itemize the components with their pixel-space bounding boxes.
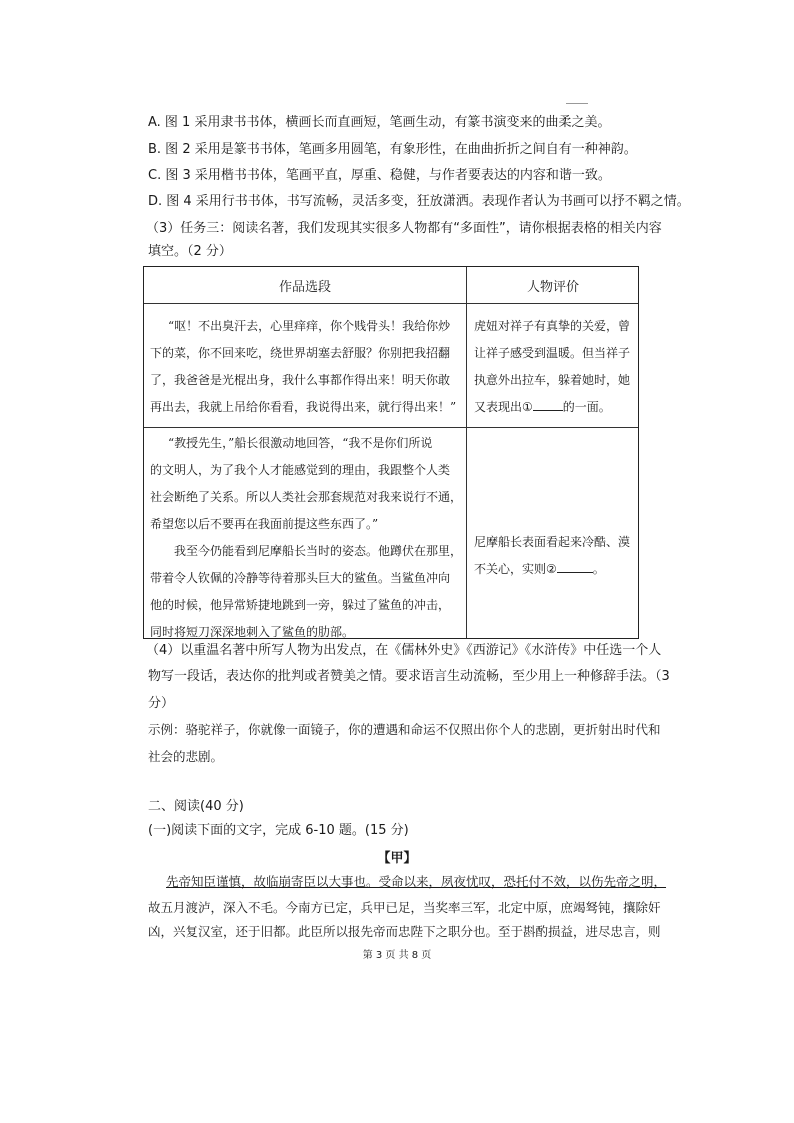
evaluation-text: 又表现出① [474, 400, 533, 414]
answer-blank-2[interactable] [557, 560, 593, 573]
passage-line2: 故五月渡泸，深入不毛。今南方已定，兵甲已足，当奖率三军，北定中原，庶竭驽钝，攘除奸 [148, 900, 661, 915]
evaluation-line [474, 556, 630, 583]
evaluation-huniu [474, 313, 630, 421]
passage-line1 [166, 873, 666, 891]
task4-line3: 分） [148, 696, 175, 711]
task4-line1: （4）以重温名著中所写人物为出发点，在《儒林外史》《西游记》《水浒传》中任选一个人 [146, 643, 662, 658]
excerpt-huniu [150, 313, 456, 421]
subsection-heading: (一)阅读下面的文字，完成 6-10 题。(15 分) [148, 823, 409, 838]
option-c: C. 图 3 采用楷书书体，笔画平直，厚重、稳健，与作者要表达的内容和谐一致。 [148, 168, 611, 183]
excerpt-line: 了，我爸爸是光棍出身，我什么事都作得出来！明天你敢 [150, 373, 451, 387]
evaluation-text: 。 [592, 562, 605, 576]
excerpt-line: “教授先生，”船长很激动地回答，“我不是你们所说 [168, 436, 433, 450]
table-divider-header [144, 303, 638, 304]
evaluation-line: 让祥子感受到温暖。但当祥子 [474, 346, 631, 360]
example-line1: 示例：骆驼祥子，你就像一面镜子，你的遭遇和命运不仅照出你个人的悲剧，更折射出时代和 [148, 722, 661, 737]
excerpt-nemo [150, 430, 462, 646]
excerpt-line: 带着令人钦佩的冷静等待着那头巨大的鲨鱼。当鲨鱼冲向 [150, 571, 451, 585]
task3-line1: （3）任务三：阅读名著，我们发现其实很多人物都有“多面性”，请你根据表格的相关内容 [146, 221, 662, 236]
section-heading: 二、阅读(40 分) [148, 799, 244, 814]
table-divider-row [144, 427, 638, 428]
excerpt-line: 再出去，我就上吊给你看看，我说得出来，就行得出来！” [150, 400, 457, 414]
header-evaluation: 人物评价 [526, 280, 579, 295]
table-divider-vertical [466, 267, 467, 638]
evaluation-text: 的一面。 [562, 400, 611, 414]
page-footer: 第 3 页 共 8 页 [362, 950, 432, 961]
option-d: D. 图 4 采用行书书体，书写流畅，灵活多变，狂放潇洒。表现作者认为书画可以抒不羁之情。 [148, 194, 690, 209]
passage-label: 【甲】 [377, 851, 417, 866]
answer-blank-1[interactable] [533, 398, 563, 411]
evaluation-nemo [474, 529, 630, 583]
header-excerpt: 作品选段 [278, 280, 331, 295]
excerpt-line: 他的时候，他异常矫捷地跳到一旁，躲过了鲨鱼的冲击， [150, 598, 451, 612]
evaluation-line: 执意外出拉车，躲着她时，她 [474, 373, 631, 387]
example-line2: 社会的悲剧。 [148, 749, 224, 764]
excerpt-line: 同时将短刀深深地刺入了鲨鱼的肋部。 [150, 625, 355, 639]
excerpt-line: “呕！不出臭汗去，心里痒痒，你个贱骨头！我给你炒 [168, 319, 451, 333]
excerpt-line: 社会断绝了关系。所以人类社会那套规范对我来说行不通， [150, 490, 463, 504]
evaluation-line [474, 394, 630, 421]
task4-line2: 物写一段话，表达你的批判或者赞美之情。要求语言生动流畅，至少用上一种修辞手法。（3 [148, 669, 670, 684]
passage-underlined: 先帝知臣谨慎，故临崩寄臣以大事也。受命以来，夙夜忧叹，恐托付不效，以伤先帝之明， [166, 874, 667, 889]
evaluation-text: 不关心，实则② [474, 562, 557, 576]
excerpt-line: 的文明人，为了我个人才能感觉到的理由，我跟整个人类 [150, 463, 451, 477]
option-b: B. 图 2 采用是篆书书体，笔画多用圆笔，有象形性，在曲曲折折之间自有一种神韵。 [148, 142, 637, 157]
scan-mark [566, 103, 588, 104]
option-a: A. 图 1 采用隶书书体，横画长而直画短，笔画生动，有篆书演变来的曲柔之美。 [148, 115, 611, 130]
character-table [143, 266, 639, 639]
evaluation-line: 虎妞对祥子有真挚的关爱，曾 [474, 319, 631, 333]
excerpt-line: 下的菜，你不回来吃，绕世界胡塞去舒服？你别把我招翻 [150, 346, 451, 360]
task3-line2: 填空。（2 分） [148, 244, 232, 259]
excerpt-line: 我至今仍能看到尼摩船长当时的姿态。他蹲伏在那里， [162, 544, 463, 558]
passage-line3: 凶，兴复汉室，还于旧都。此臣所以报先帝而忠陛下之职分也。至于斟酌损益，进尽忠言，则 [148, 924, 661, 939]
evaluation-line: 尼摩船长表面看起来冷酷、漠 [474, 535, 631, 549]
excerpt-line: 希望您以后不要再在我面前提这些东西了。” [150, 517, 379, 531]
